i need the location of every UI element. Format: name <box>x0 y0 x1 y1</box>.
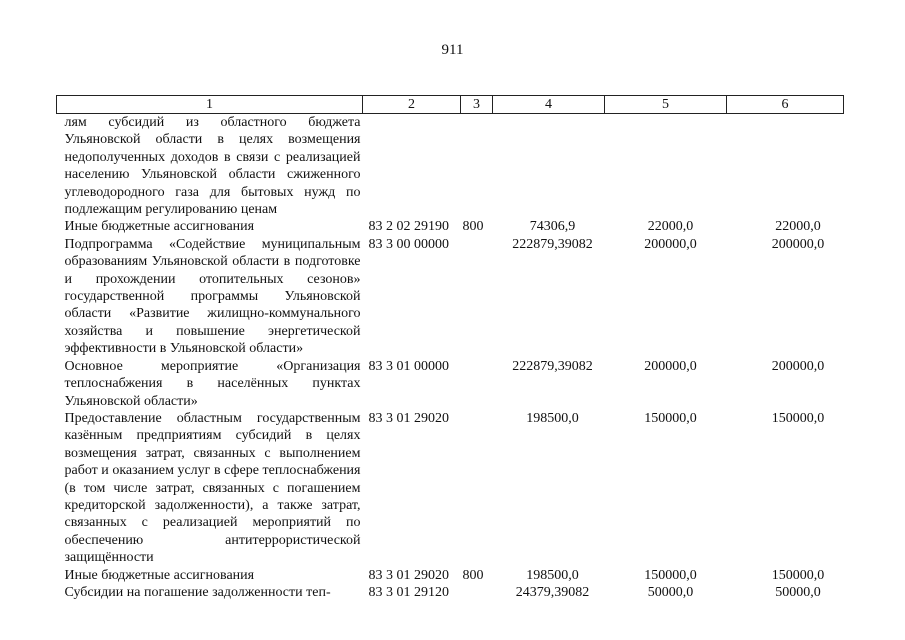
row-amount-col6: 150000,0 <box>771 410 825 426</box>
row-target-code: 83 2 02 29190 <box>368 219 449 235</box>
header-row <box>57 96 844 114</box>
row-amount-col6: 200000,0 <box>771 236 825 252</box>
row-amount-col6: 50000,0 <box>775 584 821 600</box>
column-header-1: 1 <box>57 96 363 114</box>
column-header-5: 5 <box>605 96 727 114</box>
row-target-code: 83 3 01 29120 <box>368 584 449 600</box>
table-row <box>57 218 844 235</box>
row-amount-col4: 198500,0 <box>526 567 579 583</box>
row-expense-type: 800 <box>462 567 484 583</box>
row-description: Иные бюджетные ассигнования <box>64 219 255 235</box>
row-amount-col4: 74306,9 <box>529 219 576 235</box>
table-row <box>57 410 844 567</box>
row-amount-col5: 22000,0 <box>647 219 694 235</box>
column-header-6: 6 <box>727 96 844 114</box>
budget-table <box>56 95 844 601</box>
row-expense-type <box>461 236 493 358</box>
row-target-code: 83 3 01 29020 <box>368 410 449 426</box>
row-amount-col5: 50000,0 <box>647 584 694 600</box>
row-expense-type <box>461 410 493 567</box>
table-row <box>57 584 844 601</box>
row-description: Субсидии на погашение задолженности теп- <box>64 584 331 600</box>
row-amount-col5: 200000,0 <box>644 358 697 374</box>
row-amount-col4: 222879,39082 <box>512 236 593 252</box>
row-amount-col4 <box>493 114 605 219</box>
table-row <box>57 236 844 358</box>
row-target-code <box>363 114 461 219</box>
column-header-2: 2 <box>363 96 461 114</box>
page-number: 911 <box>441 42 464 58</box>
row-expense-type <box>461 358 493 410</box>
row-amount-col5 <box>605 114 727 219</box>
row-description: лям субсидий из областного бюджета Ульяновской области в целях возмещения недополученных доходов в связи с реализацией населению Ульяновской области сжиженного углеводородного газа для бытовых нужд по подлежащим регулированию ценам <box>64 115 361 218</box>
row-amount-col4: 222879,39082 <box>512 358 593 374</box>
row-description: Иные бюджетные ассигнования <box>64 567 255 583</box>
table-row <box>57 567 844 584</box>
table-row <box>57 114 844 219</box>
row-amount-col4: 198500,0 <box>526 410 579 426</box>
row-amount-col5: 150000,0 <box>644 567 697 583</box>
table-row <box>57 358 844 410</box>
row-amount-col5: 150000,0 <box>644 410 697 426</box>
row-expense-type <box>461 584 493 601</box>
row-target-code: 83 3 01 00000 <box>368 358 449 374</box>
row-description: Подпрограмма «Содействие муниципальным образованиям Ульяновской области в подготовке и прохождении отопительных сезонов» государственной программы Ульяновской области «Развитие жилищно-коммунального хозяйства и повышение энергетической эффективности в Ульяновской области» <box>64 236 361 357</box>
column-header-4: 4 <box>493 96 605 114</box>
row-expense-type: 800 <box>462 219 484 235</box>
row-amount-col6 <box>727 114 844 219</box>
row-target-code: 83 3 01 29020 <box>368 567 449 583</box>
row-expense-type <box>461 114 493 219</box>
row-amount-col6: 200000,0 <box>771 358 825 374</box>
row-description: Предоставление областным государственным казённым предприятиям субсидий в целях возмещения затрат, связанных с выполнением работ и оказанием услуг в сфере теплоснабжения (в том числе затрат, связанных с погашением кредиторской задолженности), а также затрат, связанных с реализацией мероприятий по обеспечению антитеррористической защищённости <box>64 410 361 566</box>
row-target-code: 83 3 00 00000 <box>368 236 449 252</box>
row-amount-col6: 150000,0 <box>771 567 825 583</box>
row-amount-col6: 22000,0 <box>775 219 821 235</box>
row-amount-col4: 24379,39082 <box>515 584 590 600</box>
column-header-3: 3 <box>461 96 493 114</box>
row-description: Основное мероприятие «Организация теплоснабжения в населённых пунктах Ульяновской области» <box>64 358 361 409</box>
row-amount-col5: 200000,0 <box>644 236 697 252</box>
